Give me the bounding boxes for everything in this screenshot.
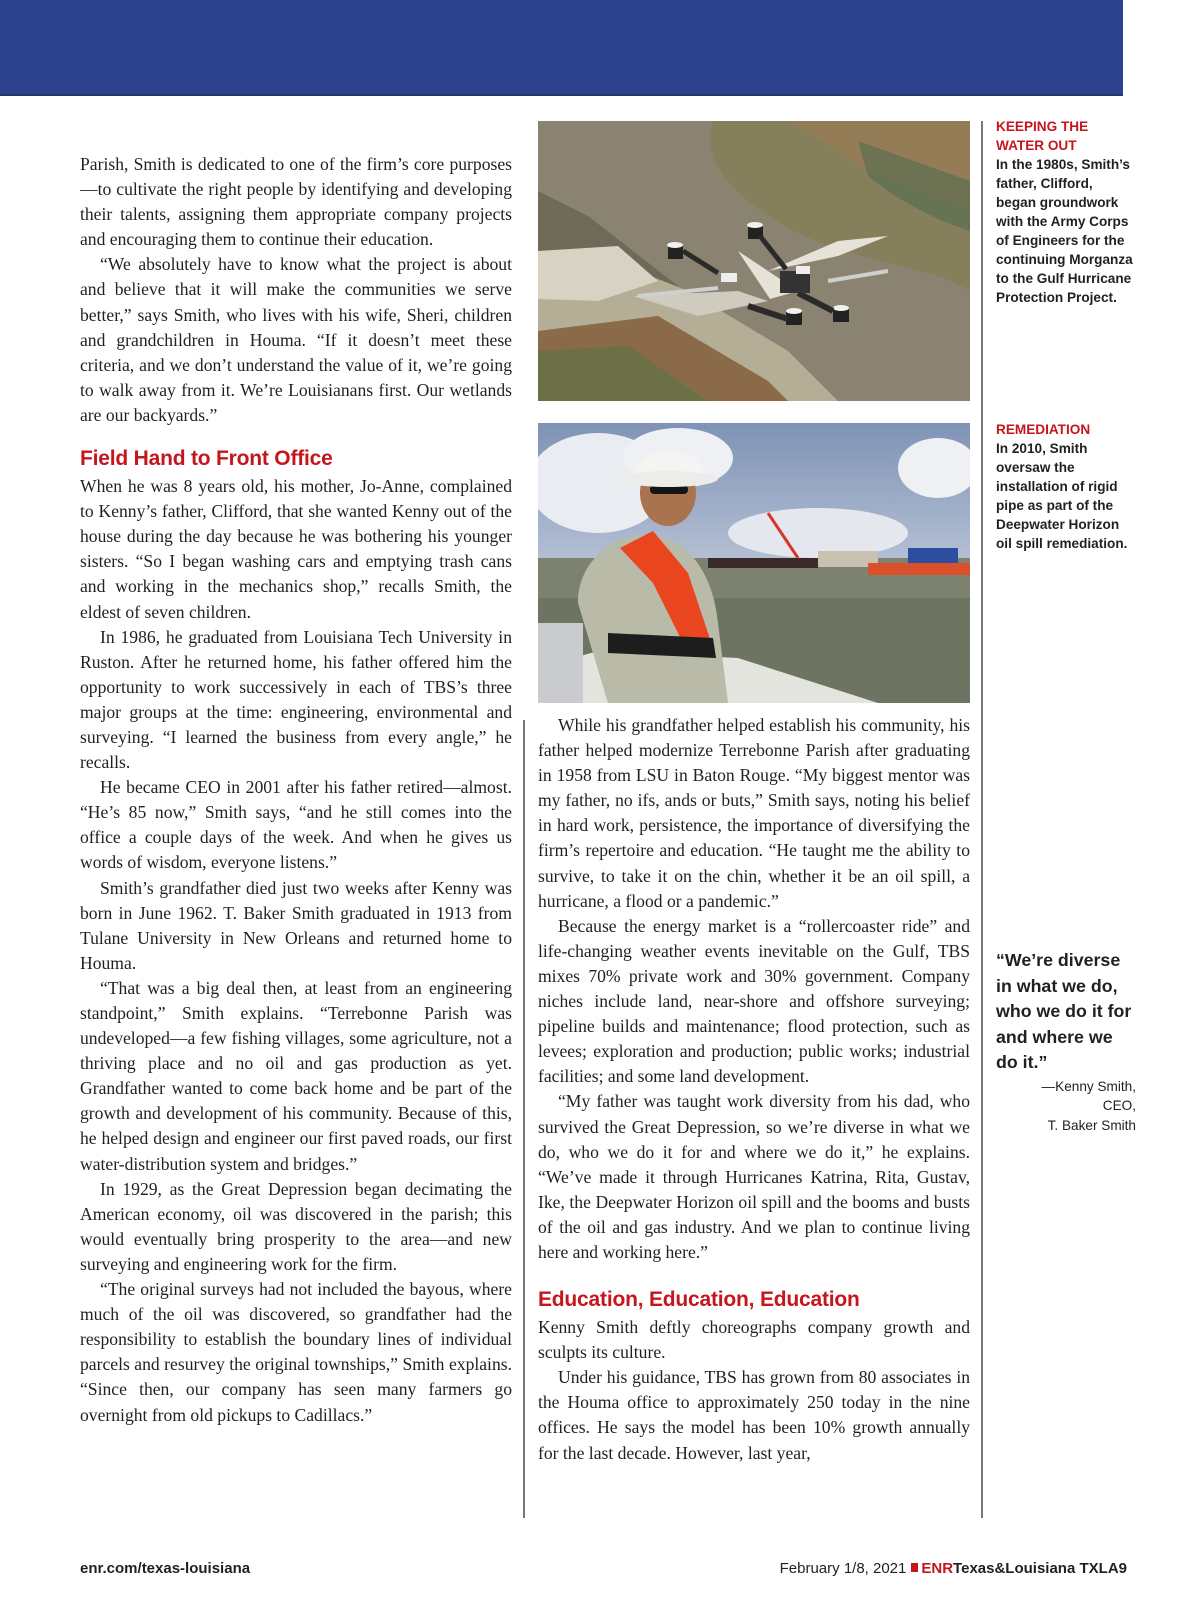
pull-quote-text: “We’re diverse in what we do, who we do it for and where we do it.”	[996, 950, 1132, 1073]
bullet-square-icon	[911, 1563, 918, 1572]
column-divider	[523, 720, 525, 1518]
body-paragraph: In 1986, he graduated from Louisiana Tech University in Ruston. After he returned home, his father offered him the opportunity to work successively in each of TBS’s three major groups at the time: engineering, environmental and surveying. “I learned the business from every angle,” he recalls.	[80, 626, 512, 773]
body-paragraph: Smith’s grandfather died just two weeks after Kenny was born in June 1962. T. Baker Smith graduated in 1913 from Tulane University in New Orleans and returned home to Houma.	[80, 877, 512, 973]
caption-body: In 2010, Smith oversaw the installation of rigid pipe as part of the Deepwater Horizon oil spill remediation.	[996, 441, 1128, 551]
body-paragraph: Under his guidance, TBS has grown from 80 associates in the Houma office to approximately 250 today in the nine offices. He says the model has been 10% growth annually for the last decade. However, last year,	[538, 1367, 970, 1463]
floodgate-image	[538, 121, 970, 401]
body-paragraph: “We absolutely have to know what the project is about and believe that it will make the communities we serve better,” says Smith, who lives with his wife, Sheri, children and grandchildren in Houma. “If it doesn’t meet these criteria, and we don’t understand the value of it, we’re going to walk away from it. We’re Louisianans first. Our wetlands are our backyards.”	[80, 254, 512, 425]
column-divider	[981, 121, 983, 1518]
pull-quote	[996, 948, 1136, 1135]
kenny-smith-image	[538, 423, 970, 703]
caption-body: In the 1980s, Smith’s father, Clifford, began groundwork with the Army Corps of Engineers for the continuing Morganza to the Gulf Hurricane Protection Project.	[996, 157, 1133, 305]
photo-floodgate-aerial	[538, 121, 970, 401]
body-paragraph: He became CEO in 2001 after his father retired—almost. “He’s 85 now,” Smith says, “and he still comes into the office a couple days of the week. And when he gives us words of wisdom, everyone listens.”	[80, 777, 512, 873]
footer-magazine: Texas&Louisiana	[953, 1560, 1076, 1577]
footer-date: February 1/8, 2021	[779, 1560, 907, 1577]
body-paragraph: “The original surveys had not included the bayous, where much of the oil was discovered, so grandfather had the responsibility to establish the boundary lines of individual parcels and resurvey the original townships,” Smith explains. “Since then, our company has seen many farmers go overnight from old pickups to Cadillacs.”	[80, 1279, 512, 1425]
body-paragraph: Kenny Smith deftly choreographs company growth and sculpts its culture.	[538, 1317, 970, 1363]
body-paragraph: When he was 8 years old, his mother, Jo-Anne, complained to Kenny’s father, Clifford, that she wanted Kenny out of the house during the day because he was bothering his younger sisters. “So I began washing cars and emptying trash cans and working in the mechanics shop,” recalls Smith, the eldest of seven children.	[80, 476, 512, 622]
photo-caption-levee	[996, 117, 1136, 307]
attribution-line: T. Baker Smith	[1047, 1117, 1136, 1133]
body-paragraph: While his grandfather helped establish his community, his father helped modernize Terrebonne Parish after graduating in 1958 from LSU in Baton Rouge. “My biggest mentor was my father, no ifs, ands or buts,” Smith says, noting his belief in hard work, persistence, the importance of diversifying the firm’s repertoire and education. “He taught me the ability to survive, to take it on the chin, whether it be an oil spill, a hurricane, a flood or a pandemic.”	[538, 715, 970, 911]
attribution-line: CEO,	[1102, 1098, 1136, 1114]
body-paragraph: “My father was taught work diversity from his dad, who survived the Great Depression, so we’re diverse in what we do, who we do it for and where we do it,” he explains. “We’ve made it through Hurricanes Katrina, Rita, Gustav, Ike, the Deepwater Horizon oil spill and the booms and busts of the oil and gas industry. And we plan to continue living here and working here.”	[538, 1091, 970, 1262]
attribution-line: —Kenny Smith,	[1041, 1078, 1136, 1094]
header-color-band	[0, 0, 1123, 96]
caption-title: REMEDIATION	[996, 422, 1091, 437]
article-column-middle	[538, 713, 970, 1466]
footer-page-number: TXLA9	[1079, 1560, 1127, 1577]
pull-quote-attribution	[996, 1077, 1136, 1136]
footer-url: enr.com/texas-louisiana	[80, 1560, 251, 1577]
photo-caption-remediation	[996, 420, 1136, 553]
body-paragraph: In 1929, as the Great Depression began decimating the American economy, oil was discovered in the parish; this would eventually bring prosperity to the area—and new surveying and engineering work for the firm.	[80, 1178, 512, 1274]
footer-brand: ENR	[921, 1560, 954, 1577]
article-column-left	[80, 152, 512, 1428]
section-subhead: Field Hand to Front Office	[80, 447, 333, 471]
body-paragraph: Parish, Smith is dedicated to one of the firm’s core purposes—to cultivate the right people by identifying and developing their talents, assigning them appropriate company projects and encouraging them to continue their education.	[80, 154, 512, 250]
section-subhead: Education, Education, Education	[538, 1288, 860, 1312]
caption-title: KEEPING THE WATER OUT	[996, 119, 1089, 153]
body-paragraph: “That was a big deal then, at least from an engineering standpoint,” Smith explains. “Terrebonne Parish was undeveloped—a few fishing villages, some agriculture, not a thriving place and no oil and gas production as yet. Grandfather wanted to come back home and be part of the growth and development of his community. Because of this, he helped design and engineer our first paved roads, our first water-distribution system and bridges.”	[80, 977, 512, 1174]
body-paragraph: Because the energy market is a “rollercoaster ride” and life-changing weather events inevitable on the Gulf, TBS mixes 70% private work and 30% government. Company niches include land, near-shore and offshore surveying; pipeline builds and maintenance; flood protection, such as levees; exploration and production; public works; industrial facilities; and some land development.	[538, 915, 970, 1087]
footer-folio	[780, 1560, 1127, 1577]
photo-kenny-smith-boat	[538, 423, 970, 703]
